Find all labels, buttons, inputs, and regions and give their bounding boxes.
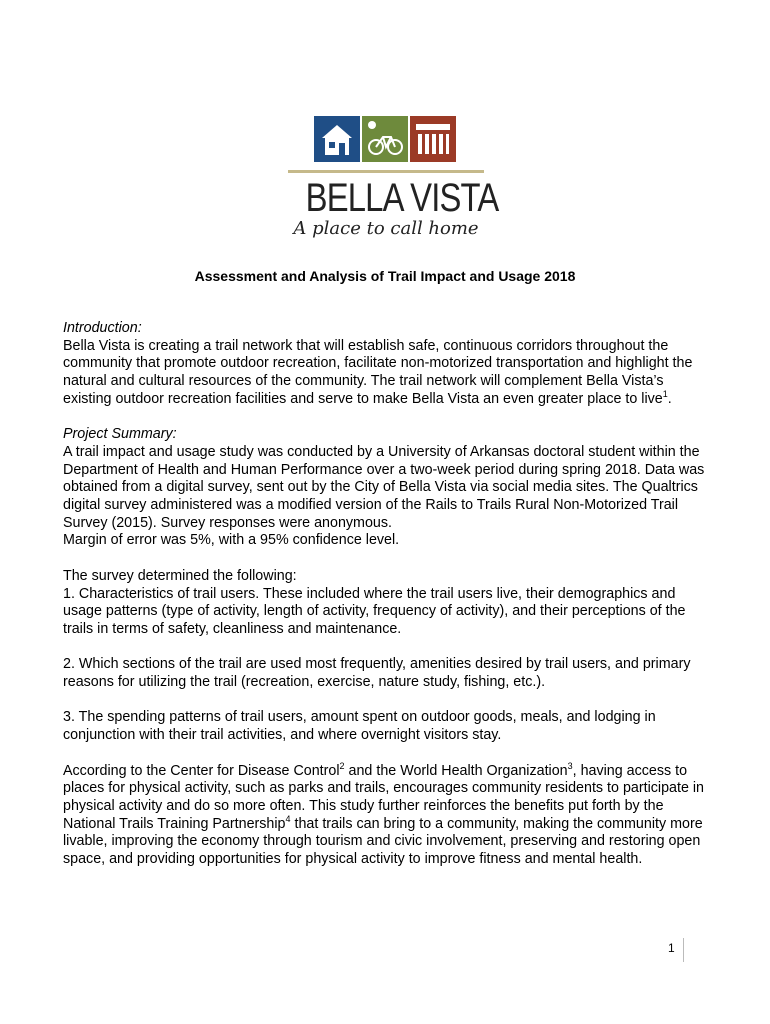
house-icon bbox=[314, 116, 360, 162]
closing-text-4: that trails can bring to a community, making the community more livable, improving the economy through tourism and civic involvement, preserving and restoring open space, and providing opportunities for physical activity to improve fitness and mental health. bbox=[63, 815, 703, 868]
bella-vista-logo bbox=[288, 112, 499, 242]
introduction-paragraph bbox=[63, 338, 713, 409]
page-number-divider bbox=[683, 938, 684, 962]
findings-lead: The survey determined the following: bbox=[63, 567, 297, 584]
storefront-icon bbox=[410, 116, 456, 162]
logo-brand-name: BELLA VISTA bbox=[305, 176, 499, 220]
introduction-end: . bbox=[667, 390, 672, 407]
margin-of-error: Margin of error was 5%, with a 95% confidence level. bbox=[63, 532, 400, 549]
closing-text-1: According to the Center for Disease Control bbox=[63, 762, 340, 779]
footnote-ref-4: 4 bbox=[285, 813, 291, 824]
logo-tagline: A place to call home bbox=[293, 218, 479, 239]
bicycle-icon bbox=[362, 116, 408, 162]
project-summary-heading: Project Summary: bbox=[63, 426, 177, 443]
introduction-text: Bella Vista is creating a trail network that will establish safe, continuous corridors throughout the community that promote outdoor recreation, facilitate non-motorized transportation and highlight the natural and cultural resources of the community. The trail network will complement Bella Vista’s existing outdoor recreation facilities and serve to make Bella Vista an even greater place to live bbox=[63, 337, 693, 407]
finding-item-2: 2. Which sections of the trail are used most frequently, amenities desired by trail users, and primary reasons for utilizing the trail (recreation, exercise, nature study, fishing, etc.). bbox=[63, 656, 691, 691]
document-body bbox=[63, 320, 713, 869]
finding-item-3: 3. The spending patterns of trail users, amount spent on outdoor goods, meals, and lodging in conjunction with their trail activities, and where overnight visitors stay. bbox=[63, 709, 656, 744]
footnote-ref-2: 2 bbox=[339, 760, 345, 771]
document-title: Assessment and Analysis of Trail Impact and Usage 2018 bbox=[194, 268, 576, 284]
page-number: 1 bbox=[668, 941, 675, 955]
footnote-ref-1: 1 bbox=[662, 389, 668, 400]
logo-divider bbox=[288, 170, 484, 173]
closing-paragraph bbox=[63, 760, 713, 869]
closing-text-2: and the World Health Organization bbox=[344, 762, 568, 779]
introduction-heading: Introduction: bbox=[63, 320, 142, 336]
footnote-ref-3: 3 bbox=[567, 760, 573, 771]
project-summary-paragraph: A trail impact and usage study was conducted by a University of Arkansas doctoral student within the Department of Health and Human Performance over a two-week period during spring 2018. Data was obtained from a digital survey, sent out by the City of Bella Vista via social media sites. The Qualtrics digital survey administered was a modified version of the Rails to Trails Rural Non-Motorized Trail Survey (2015). Survey responses were anonymous. bbox=[63, 443, 705, 531]
closing-text-3: , having access to places for physical activity, such as parks and trails, encourages community residents to participate in physical activity and do so more often. This study further reinforces the benefits put forth by the National Trails Training Partnership bbox=[63, 762, 705, 832]
finding-item-1: 1. Characteristics of trail users. These included where the trail users live, their demographics and usage patterns (type of activity, length of activity, frequency of activity), and their perceptions of the trails in terms of safety, cleanliness and maintenance. bbox=[63, 585, 686, 637]
